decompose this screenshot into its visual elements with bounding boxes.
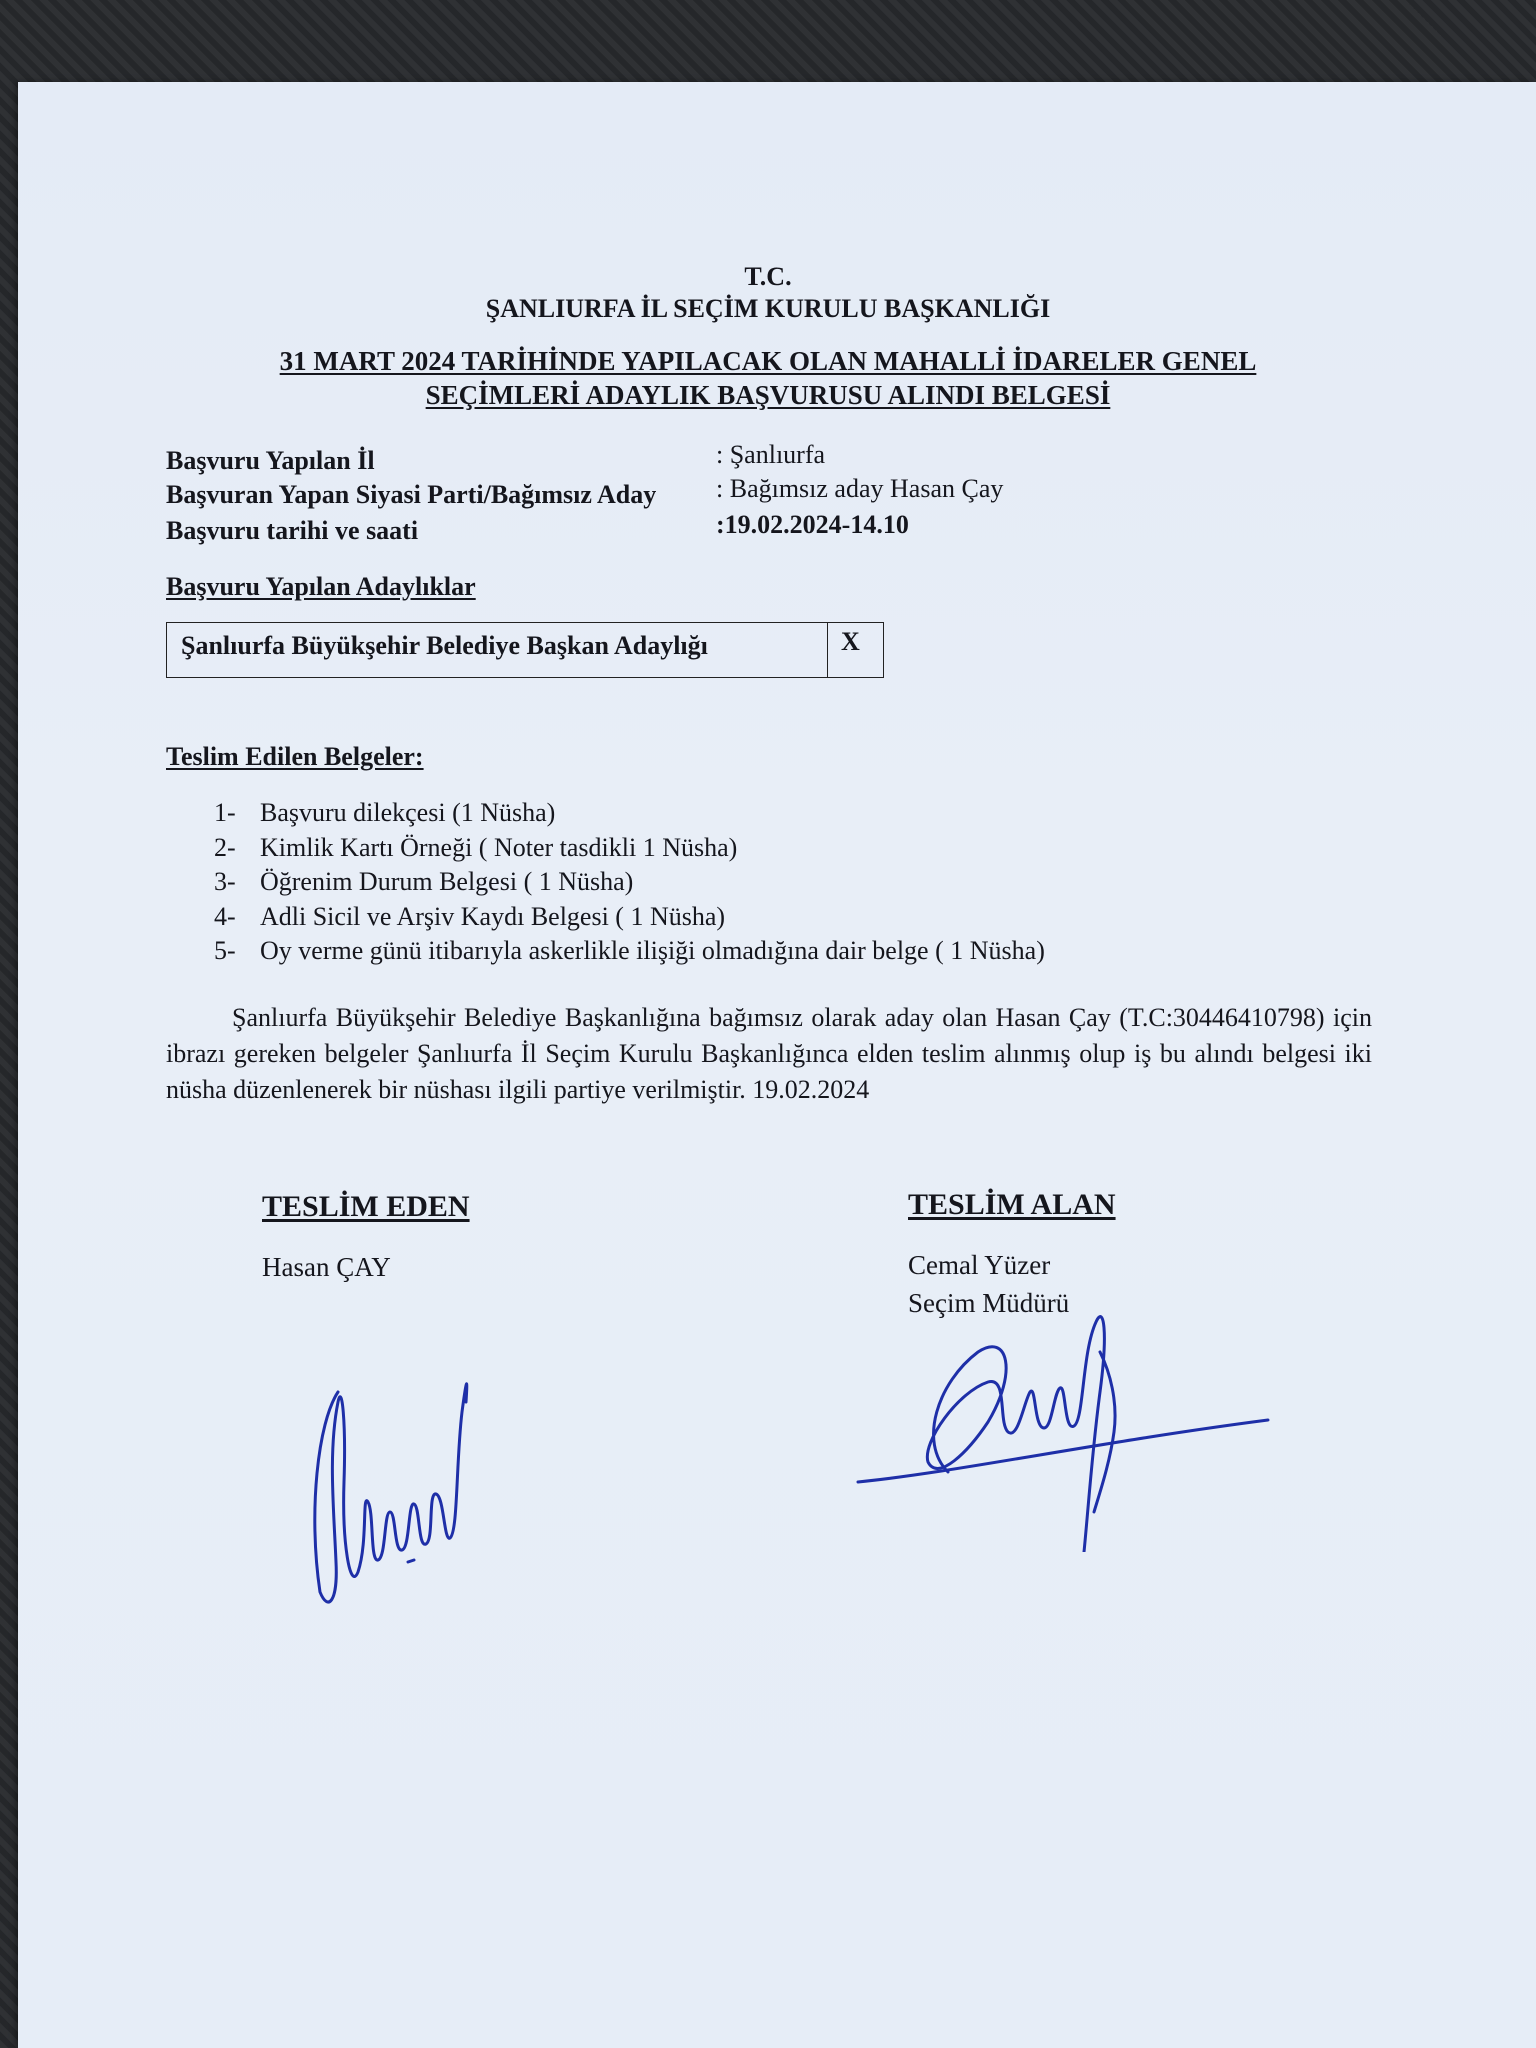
receiver-heading: TESLİM ALAN: [908, 1188, 1116, 1221]
deliverer-heading: TESLİM EDEN: [262, 1190, 470, 1223]
document-page: [18, 82, 1536, 2048]
candidacy-name: Şanlıurfa Büyükşehir Belediye Başkan Adaylığı: [181, 631, 708, 660]
receiver-signature: [838, 1232, 1278, 1552]
candidacies-heading: Başvuru Yapılan Adaylıklar: [166, 572, 476, 601]
candidacy-mark: X: [841, 627, 860, 656]
deliverer-name: Hasan ÇAY: [262, 1252, 391, 1282]
datetime-label: Başvuru tarihi ve saati: [166, 516, 419, 545]
deliverer-signature: [298, 1312, 498, 1632]
list-item: 2- Kimlik Kartı Örneği ( Noter tasdikli 1 Nüsha): [214, 832, 738, 862]
applicant-value: : Bağımsız aday Hasan Çay: [716, 474, 1004, 503]
candidacy-table: [166, 622, 884, 678]
list-item: 5- Oy verme günü itibarıyla askerlikle ilişiği olmadığına dair belge ( 1 Nüsha): [214, 936, 1045, 965]
list-item: 3- Öğrenim Durum Belgesi ( 1 Nüsha): [214, 867, 634, 896]
list-item: 4- Adli Sicil ve Arşiv Kaydı Belgesi ( 1 Nüsha): [214, 901, 726, 931]
province-label: Başvuru Yapılan İl: [166, 446, 375, 475]
province-value: : Şanlıurfa: [716, 440, 826, 469]
list-item: 1- Başvuru dilekçesi (1 Nüsha): [214, 798, 556, 827]
receiver-role: Seçim Müdürü: [908, 1288, 1070, 1318]
receiver-name: Cemal Yüzer: [908, 1250, 1051, 1280]
document-title-line1: 31 MART 2024 TARİHİNDE YAPILACAK OLAN MAHALLİ İDARELER GENEL: [279, 346, 1257, 376]
table-divider: [827, 623, 828, 677]
header-authority: ŞANLIURFA İL SEÇİM KURULU BAŞKANLIĞI: [485, 294, 1051, 323]
statement-paragraph: Şanlıurfa Büyükşehir Belediye Başkanlığına bağımsız olarak aday olan Hasan Çay (T.C:30446410798) için ibrazı gereken belgeler Şanlıurfa İl Seçim Kurulu Başkanlığınca elden teslim alınmış olup iş bu alındı belgesi iki nüsha düzenlenerek bir nüshası ilgili partiye verilmiştir. 19.02.2024: [166, 1003, 1372, 1104]
documents-heading: Teslim Edilen Belgeler:: [166, 742, 424, 771]
header-tc: T.C.: [744, 262, 792, 291]
documents-list: [214, 796, 1045, 969]
document-title-line2: SEÇİMLERİ ADAYLIK BAŞVURUSU ALINDI BELGESİ: [425, 380, 1111, 410]
applicant-label: Başvuran Yapan Siyasi Parti/Bağımsız Aday: [166, 480, 657, 509]
datetime-value: :19.02.2024-14.10: [716, 510, 909, 539]
